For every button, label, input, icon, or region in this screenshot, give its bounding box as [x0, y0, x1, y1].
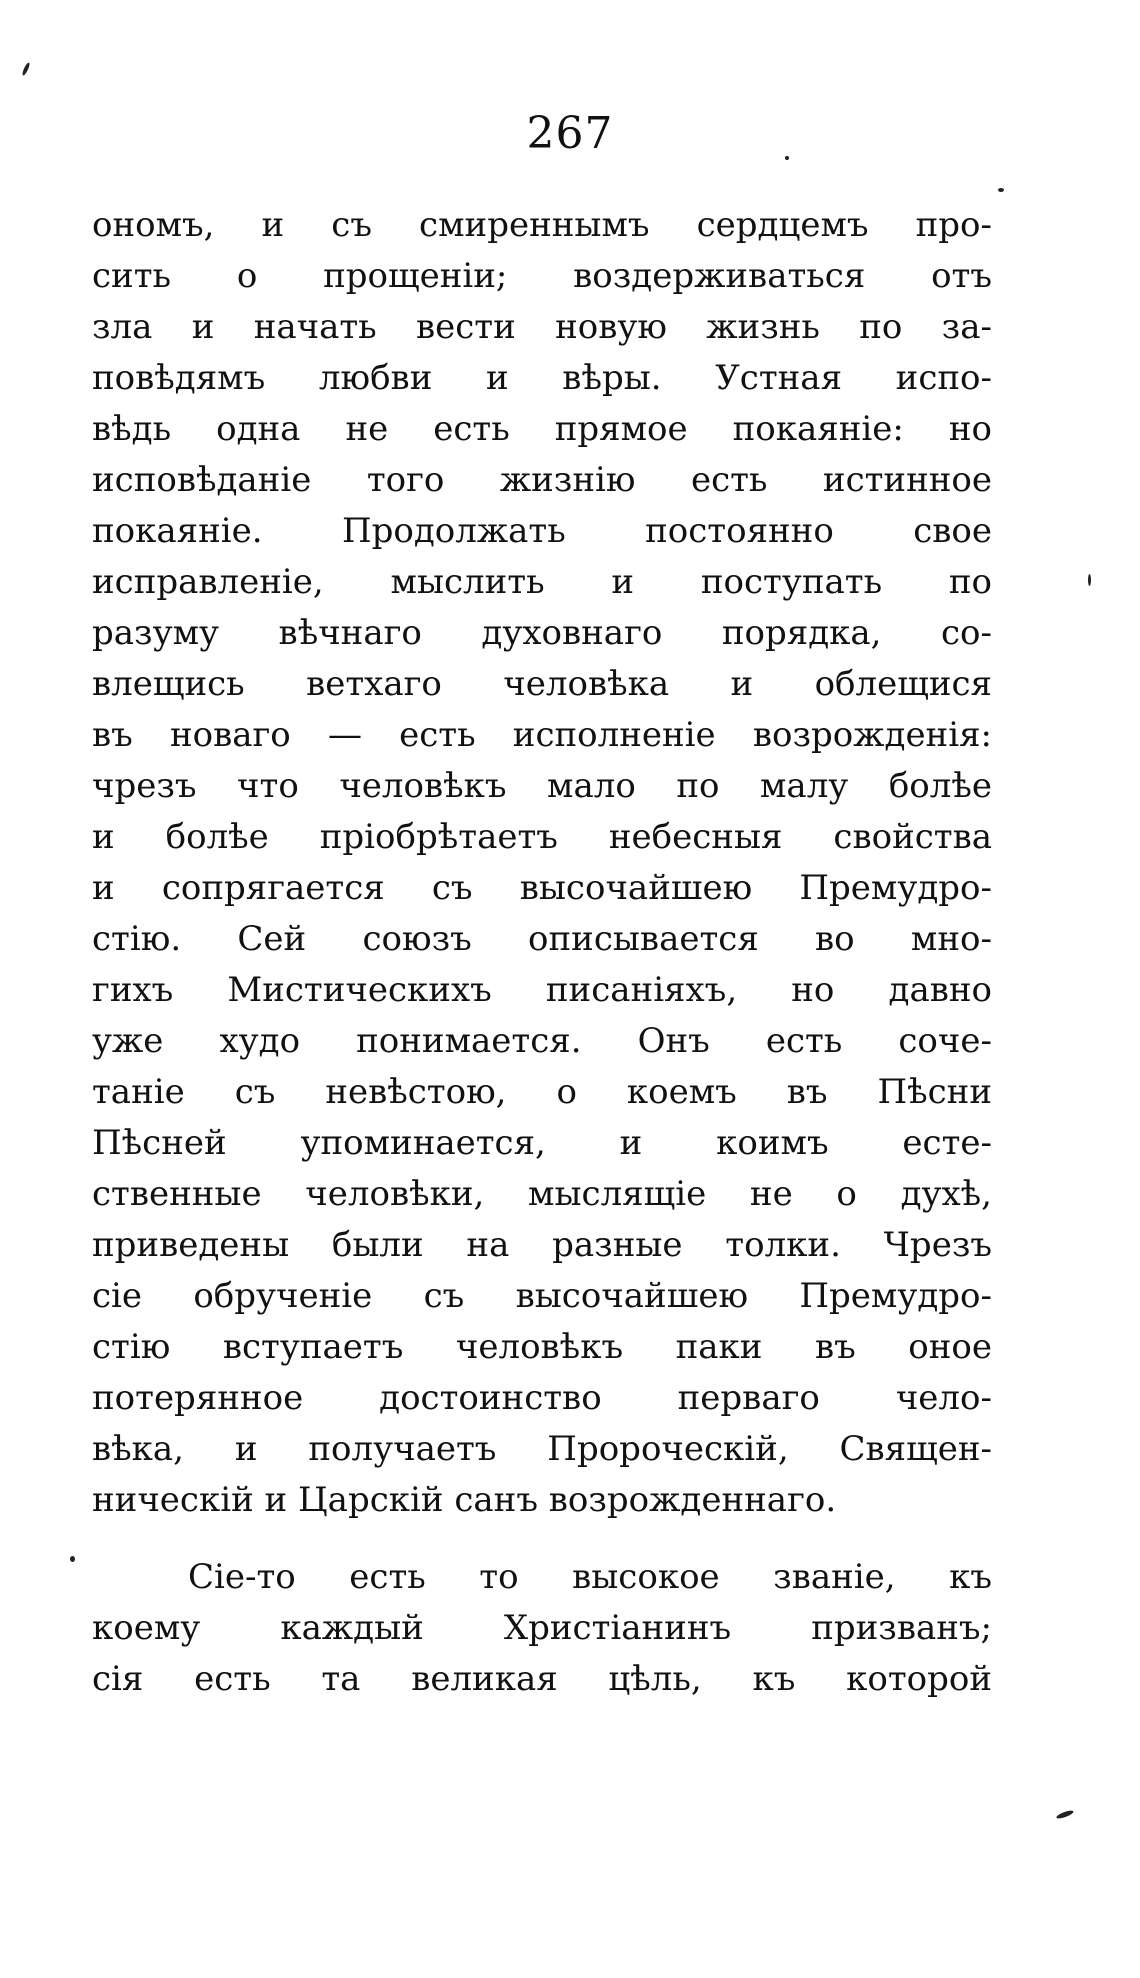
text-line: разуму вѣчнаго духовнаго порядка, со- — [92, 613, 992, 653]
paragraph-1 — [92, 200, 992, 1526]
scan-speck — [21, 62, 31, 76]
text-line: чрезъ что человѣкъ мало по малу болѣе — [92, 766, 992, 806]
page-number: 267 — [526, 108, 614, 159]
scan-speck — [70, 1556, 75, 1562]
text-line: гихъ Мистическихъ писаніяхъ, но давно — [92, 970, 992, 1010]
text-line: въ новаго — есть исполненіе возрожденія: — [92, 715, 992, 755]
text-line: вѣка, и получаетъ Пророческій, Священ- — [92, 1429, 992, 1469]
text-line: стію. Сей союзъ описывается во мно- — [92, 919, 992, 959]
text-line: повѣдямъ любви и вѣры. Устная испо- — [92, 358, 992, 398]
text-line: сія есть та великая цѣль, къ которой — [92, 1659, 992, 1699]
text-line: таніе съ невѣстою, о коемъ въ Пѣсни — [92, 1072, 992, 1112]
scan-speck — [785, 156, 789, 160]
text-line: приведены были на разные толки. Чрезъ — [92, 1225, 992, 1265]
paragraph-2 — [92, 1552, 992, 1705]
scan-speck — [998, 188, 1004, 192]
text-line: ственные человѣки, мыслящіе не о духѣ, — [92, 1174, 992, 1214]
text-line: ническій и Царскій санъ возрожденнаго. — [92, 1480, 837, 1520]
scan-speck — [1088, 574, 1091, 586]
text-line: и болѣе пріобрѣтаетъ небесныя свойства — [92, 817, 992, 857]
text-line: сіе обрученіе съ высочайшею Премудро- — [92, 1276, 992, 1316]
text-line: коему каждый Христіанинъ призванъ; — [92, 1608, 992, 1648]
text-line: зла и начать вести новую жизнь по за- — [92, 307, 992, 347]
text-line: уже худо понимается. Онъ есть сoче- — [92, 1021, 992, 1061]
text-line: Пѣсней упоминается, и коимъ есте- — [92, 1123, 992, 1163]
scan-speck — [1056, 1809, 1075, 1820]
text-line: сить о прощеніи; воздерживаться отъ — [92, 256, 992, 296]
text-line: ономъ, и съ смиреннымъ сердцемъ про- — [92, 205, 992, 245]
text-line: влещись ветхаго человѣка и облещися — [92, 664, 992, 704]
text-line: вѣдь одна не есть прямое покаяніе: но — [92, 409, 992, 449]
text-line: исправленіе, мыслить и поступать по — [92, 562, 992, 602]
text-line: стію вступаетъ человѣкъ паки въ оное — [92, 1327, 992, 1367]
text-line: исповѣданіе того жизнію есть истинное — [92, 460, 992, 500]
text-line: потерянное достоинство перваго чело- — [92, 1378, 992, 1418]
text-line: Сіе-то есть то высокое званіе, къ — [188, 1557, 992, 1597]
text-line: и сопрягается съ высочайшею Премудро- — [92, 868, 992, 908]
text-line: покаяніе. Продолжать постоянно свое — [92, 511, 992, 551]
